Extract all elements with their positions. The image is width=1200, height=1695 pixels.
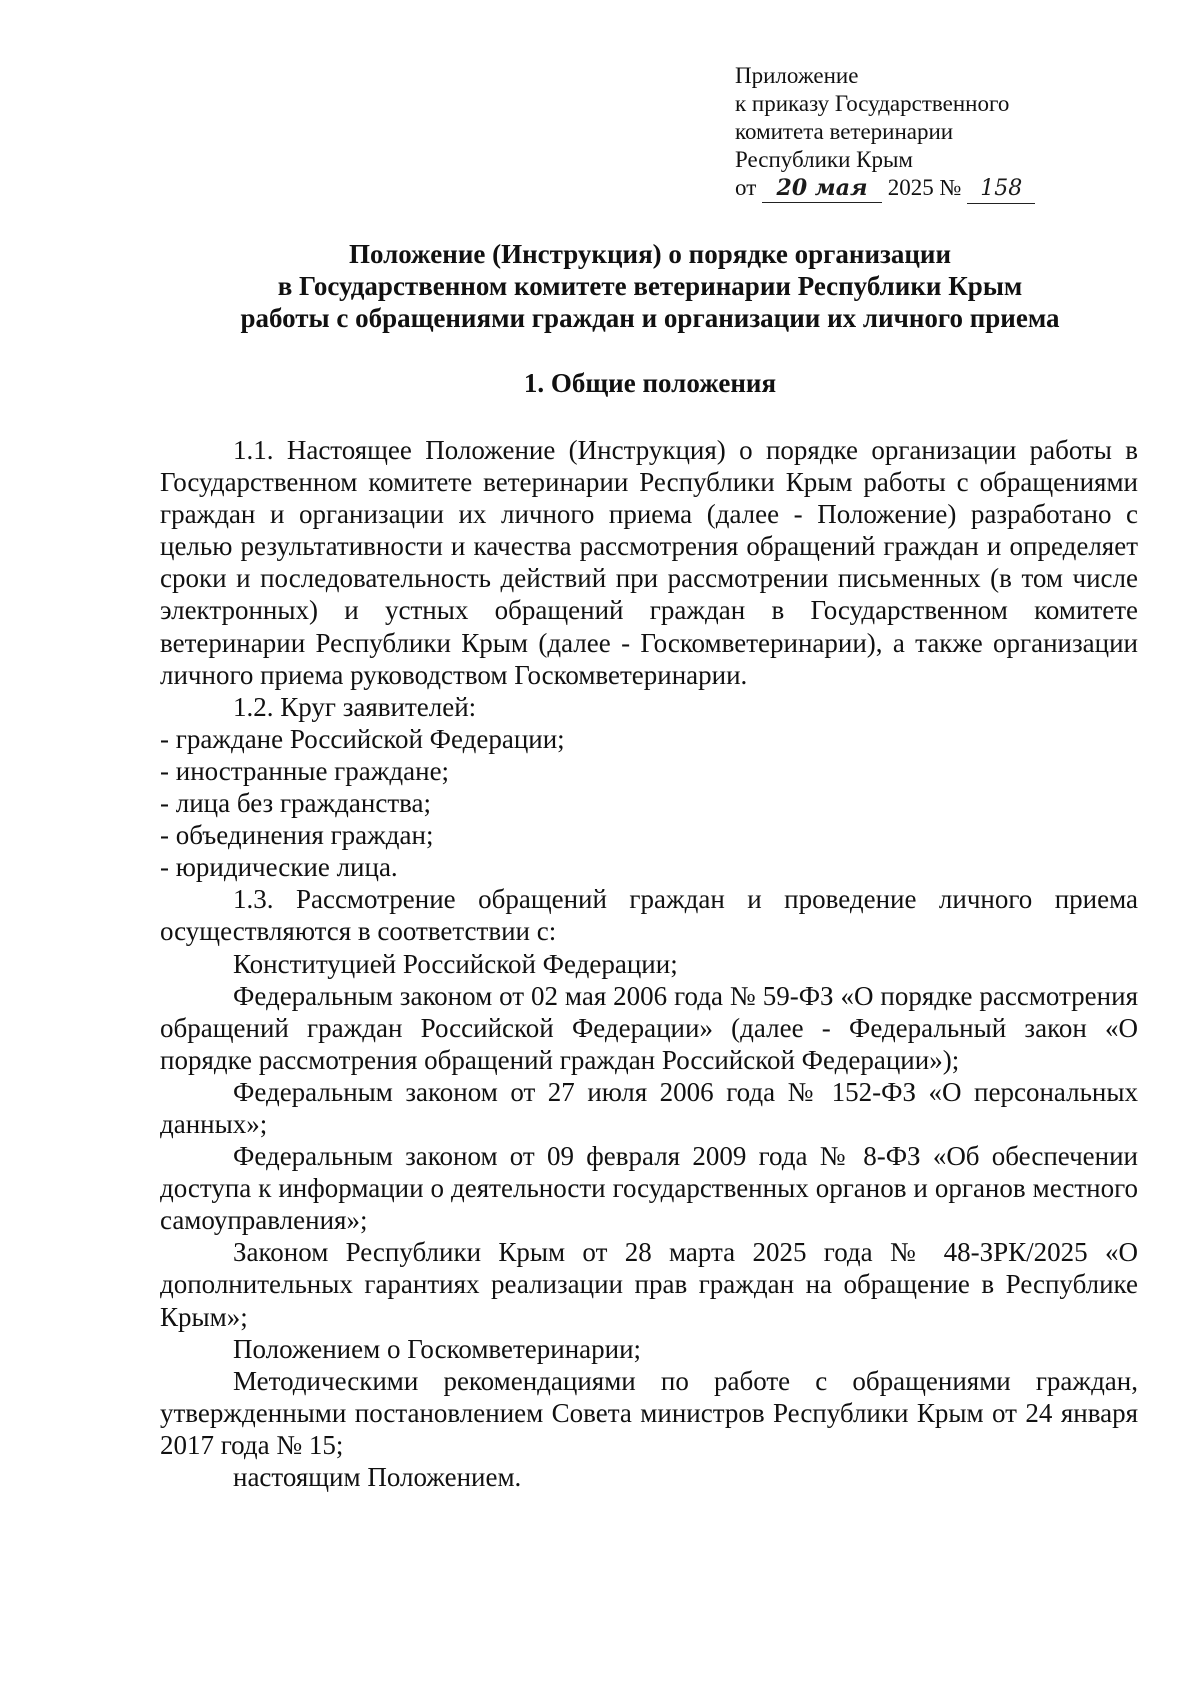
legal-basis-item: Конституцией Российской Федерации; [233, 948, 678, 979]
number-label: № [939, 175, 962, 200]
appendix-line-1: Приложение [735, 63, 859, 88]
legal-basis-item: Методическими рекомендациями по работе с обращениями граждан, утвержденными постановлением Совета министров Республики Крым от 24 января 2017 года № 15; [160, 1365, 1138, 1460]
legal-basis-item: Федеральным законом от 09 февраля 2009 года № 8-ФЗ «Об обеспечении доступа к информации о деятельности государственных органов и органов местного самоуправления»; [160, 1141, 1138, 1236]
applicant-item: - иностранные граждане; [160, 755, 450, 786]
legal-basis-item: Положением о Госкомветеринарии; [233, 1333, 642, 1364]
handwritten-date: 20 мая [762, 174, 882, 203]
title-line-3: работы с обращениями граждан и организации их личного приема [240, 303, 1060, 333]
document-title [160, 238, 1140, 334]
paragraph-1-2: 1.2. Круг заявителей: [233, 691, 477, 722]
legal-basis-item: Федеральным законом от 02 мая 2006 года № 59-ФЗ «О порядке рассмотрения обращений граждан Российской Федерации» (далее - Федеральный закон «О порядке рассмотрения обращений граждан Российской Федерации»); [160, 980, 1138, 1075]
applicant-item: - объединения граждан; [160, 820, 434, 851]
appendix-line-3: комитета ветеринарии [735, 119, 954, 144]
appendix-line-4: Республики Крым [735, 147, 913, 172]
title-line-1: Положение (Инструкция) о порядке организации [348, 239, 952, 269]
document-body [160, 434, 1138, 1493]
appendix-line-2: к приказу Государственного [735, 91, 1010, 116]
handwritten-number: 158 [967, 175, 1035, 204]
applicant-item: - граждане Российской Федерации; [160, 723, 565, 754]
applicant-item: - лица без гражданства; [160, 788, 432, 819]
year: 2025 [887, 175, 934, 200]
legal-basis-item: Законом Республики Крым от 28 марта 2025 года № 48-ЗРК/2025 «О дополнительных гарантиях реализации прав граждан на обращение в Республике Крым»; [160, 1237, 1138, 1332]
legal-basis-item: Федеральным законом от 27 июля 2006 года № 152-ФЗ «О персональных данных»; [160, 1076, 1138, 1139]
paragraph-1-3: 1.3. Рассмотрение обращений граждан и проведение личного приема осуществляются в соответствии с: [160, 884, 1138, 947]
from-label: от [735, 175, 757, 200]
appendix-date-number-row [735, 174, 1065, 204]
applicant-item: - юридические лица. [160, 852, 398, 883]
title-line-2: в Государственном комитете ветеринарии Республики Крым [277, 271, 1023, 301]
paragraph-1-1: 1.1. Настоящее Положение (Инструкция) о порядке организации работы в Государственном комитете ветеринарии Республики Крым работы с обращениями граждан и организации их личного приема (далее - Положение) разработано с целью результативности и качества рассмотрения обращений граждан и определяет сроки и последовательность действий при рассмотрении письменных (в том числе электронных) и устных обращений граждан в Государственном комитете ветеринарии Республики Крым (далее - Госкомветеринарии), а также организации личного приема руководством Госкомветеринарии. [160, 435, 1138, 690]
section-heading: 1. Общие положения [523, 368, 777, 398]
appendix-block [735, 62, 1065, 204]
legal-basis-item: настоящим Положением. [233, 1462, 522, 1492]
